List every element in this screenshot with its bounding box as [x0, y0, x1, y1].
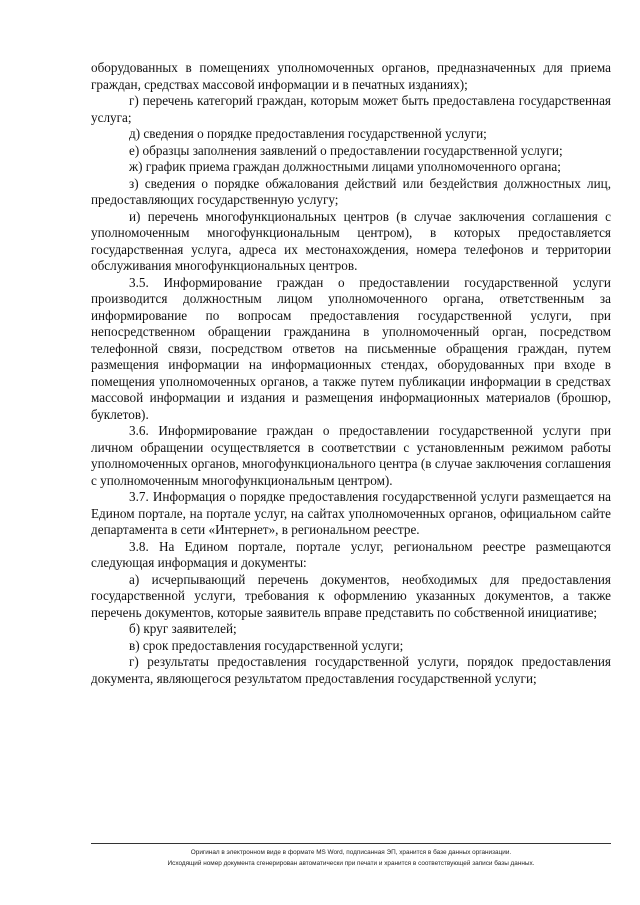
list-item-g: г) перечень категорий граждан, которым может быть предоставлена государственная услуга;	[91, 93, 611, 125]
footer-note-number: Исходящий номер документа сгенерирован автоматически при печати и хранится в соответствующей записи базы данных.	[167, 859, 535, 867]
footer-note-original: Оригинал в электронном виде в формате MS Word, подписанная ЭП, хранится в базе данных организации.	[190, 849, 512, 856]
clause-3-7: 3.7. Информация о порядке предоставления государственной услуги размещается на Едином портале, на портале услуг, на сайтах уполномоченных органов, официальном сайте департамента в сети «Интернет», в региональном реестре.	[91, 489, 611, 537]
list-item-e: е) образцы заполнения заявлений о предоставлении государственной услуги;	[129, 142, 563, 158]
paragraph-continuation: оборудованных в помещениях уполномоченных органов, предназначенных для приема граждан, средствах массовой информации и в печатных изданиях);	[91, 60, 611, 92]
list-item-a: а) исчерпывающий перечень документов, необходимых для предоставления государственной услуги, требования к оформлению указанных документов, а также перечень документов, которые заявитель вправе представить по собственной инициативе;	[91, 571, 611, 620]
list-item-z: з) сведения о порядке обжалования действий или бездействия должностных лиц, предоставляющих государственную услугу;	[91, 175, 611, 207]
list-item-v: в) срок предоставления государственной услуги;	[129, 637, 404, 653]
list-item-i: и) перечень многофункциональных центров (в случае заключения соглашения с уполномоченным многофункциональным центром), в которых предоставляется государственная услуга, адреса их местонахождения, номера телефонов и территории обслуживания многофункциональных центров.	[91, 208, 611, 273]
clause-3-8: 3.8. На Едином портале, портале услуг, региональном реестре размещаются следующая информация и документы:	[91, 538, 611, 570]
list-item-g-2: г) результаты предоставления государственной услуги, порядок предоставления документа, являющегося результатом предоставления государственной услуги;	[91, 654, 611, 686]
list-item-b: б) круг заявителей;	[129, 621, 237, 636]
footer-divider	[91, 843, 611, 844]
list-item-zh: ж) график приема граждан должностными лицами уполномоченного органа;	[129, 159, 561, 174]
list-item-d: д) сведения о порядке предоставления государственной услуги;	[129, 126, 487, 141]
clause-3-5: 3.5. Информирование граждан о предоставлении государственной услуги производится должностным лицом уполномоченного органа, ответственным за информирование по вопросам предоставления государственной услуги, при непосредственном обращении гражданина в уполномоченный орган, посредством телефонной связи, посредством ответов на письменные обращения граждан, путем размещения информации на информационных стендах, оборудованных при входе в помещения уполномоченных органов, а также путем публикации информации в средствах массовой информации и издания и размещения информационных материалов (брошюр, буклетов).	[91, 274, 611, 422]
clause-3-6: 3.6. Информирование граждан о предоставлении государственной услуги при личном обращении осуществляется в соответствии с установленным режимом работы уполномоченных органов, многофункционального центра (в случае заключения соглашения с уполномоченным многофункциональным центром).	[91, 423, 611, 488]
page-footer	[91, 848, 611, 869]
document-body	[91, 60, 611, 687]
